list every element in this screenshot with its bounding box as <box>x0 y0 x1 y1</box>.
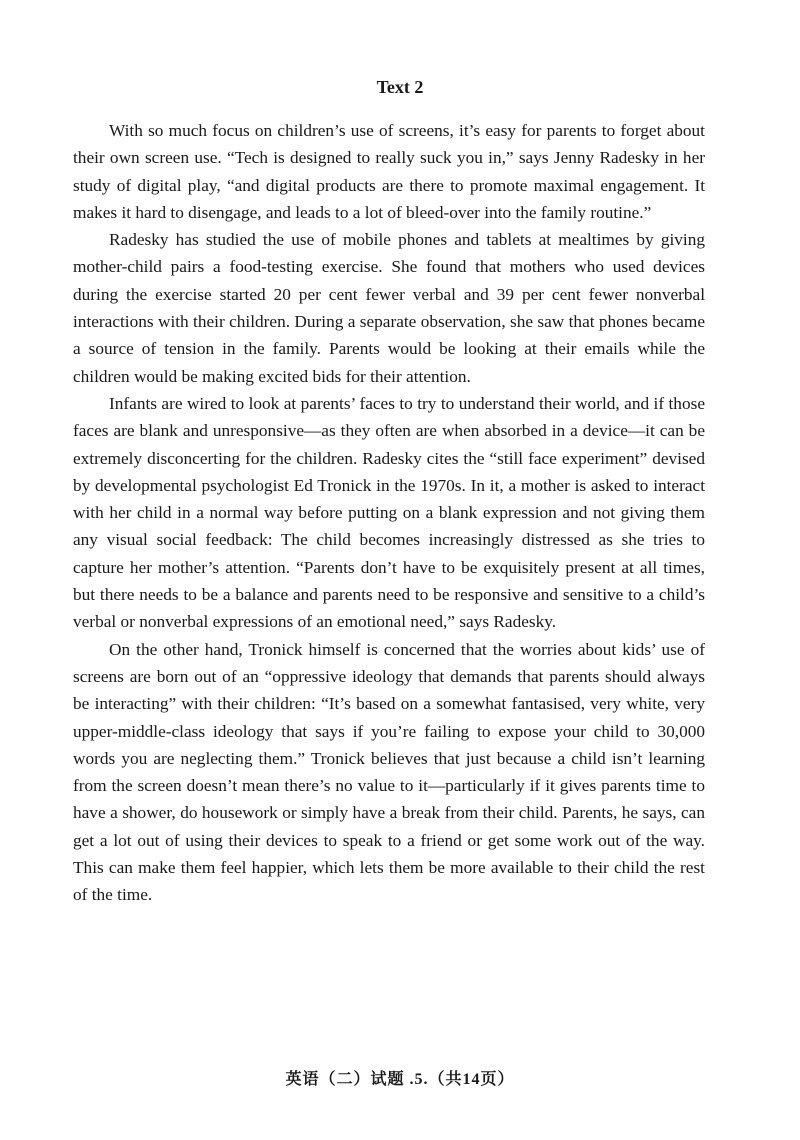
paragraph-1: With so much focus on children’s use of screens, it’s easy for parents to forget about their own screen use. “Tech is designed to really suck you in,” says Jenny Radesky in her study of digital play, “and digital products are there to promote maximal engagement. It makes it hard to disengage, and leads to a lot of bleed-over into the family routine.” <box>73 121 705 222</box>
section-title: Text 2 <box>376 77 424 97</box>
page-footer: 英语（二）试题 .5.（共14页） <box>285 1071 515 1088</box>
paragraph-3: Infants are wired to look at parents’ faces to try to understand their world, and if those faces are blank and unresponsive—as they often are when absorbed in a device—it can be extremely disconcerting for the children. Radesky cites the “still face experiment” devised by developmental psychologist Ed Tronick in the 1970s. In it, a mother is asked to interact with her child in a normal way before putting on a blank expression and not giving them any visual social feedback: The child becomes increasingly distressed as she tries to capture her mother’s attention. “Parents don’t have to be exquisitely present at all times, but there needs to be a balance and parents need to be responsive and sensitive to a child’s verbal or nonverbal expressions of an emotional need,” says Radesky. <box>73 393 705 632</box>
passage-body <box>73 117 705 909</box>
paragraph-2: Radesky has studied the use of mobile phones and tablets at mealtimes by giving mother-child pairs a food-testing exercise. She found that mothers who used devices during the exercise started 20 per cent fewer verbal and 39 per cent fewer nonverbal interactions with their children. During a separate observation, she saw that phones became a source of tension in the family. Parents would be looking at their emails while the children would be making excited bids for their attention. <box>73 230 705 386</box>
paragraph-4: On the other hand, Tronick himself is concerned that the worries about kids’ use of screens are born out of an “oppressive ideology that demands that parents should always be interacting” with their children: “It’s based on a somewhat fantasised, very white, very upper-middle-class ideology that says if you’re failing to expose your child to 30,000 words you are neglecting them.” Tronick believes that just because a child isn’t learning from the screen doesn’t mean there’s no value to it—particularly if it gives parents time to have a shower, do housework or simply have a break from their child. Parents, he says, can get a lot out of using their devices to speak to a friend or get some work out of the way. This can make them feel happier, which lets them be more available to their child the rest of the time. <box>73 639 705 905</box>
